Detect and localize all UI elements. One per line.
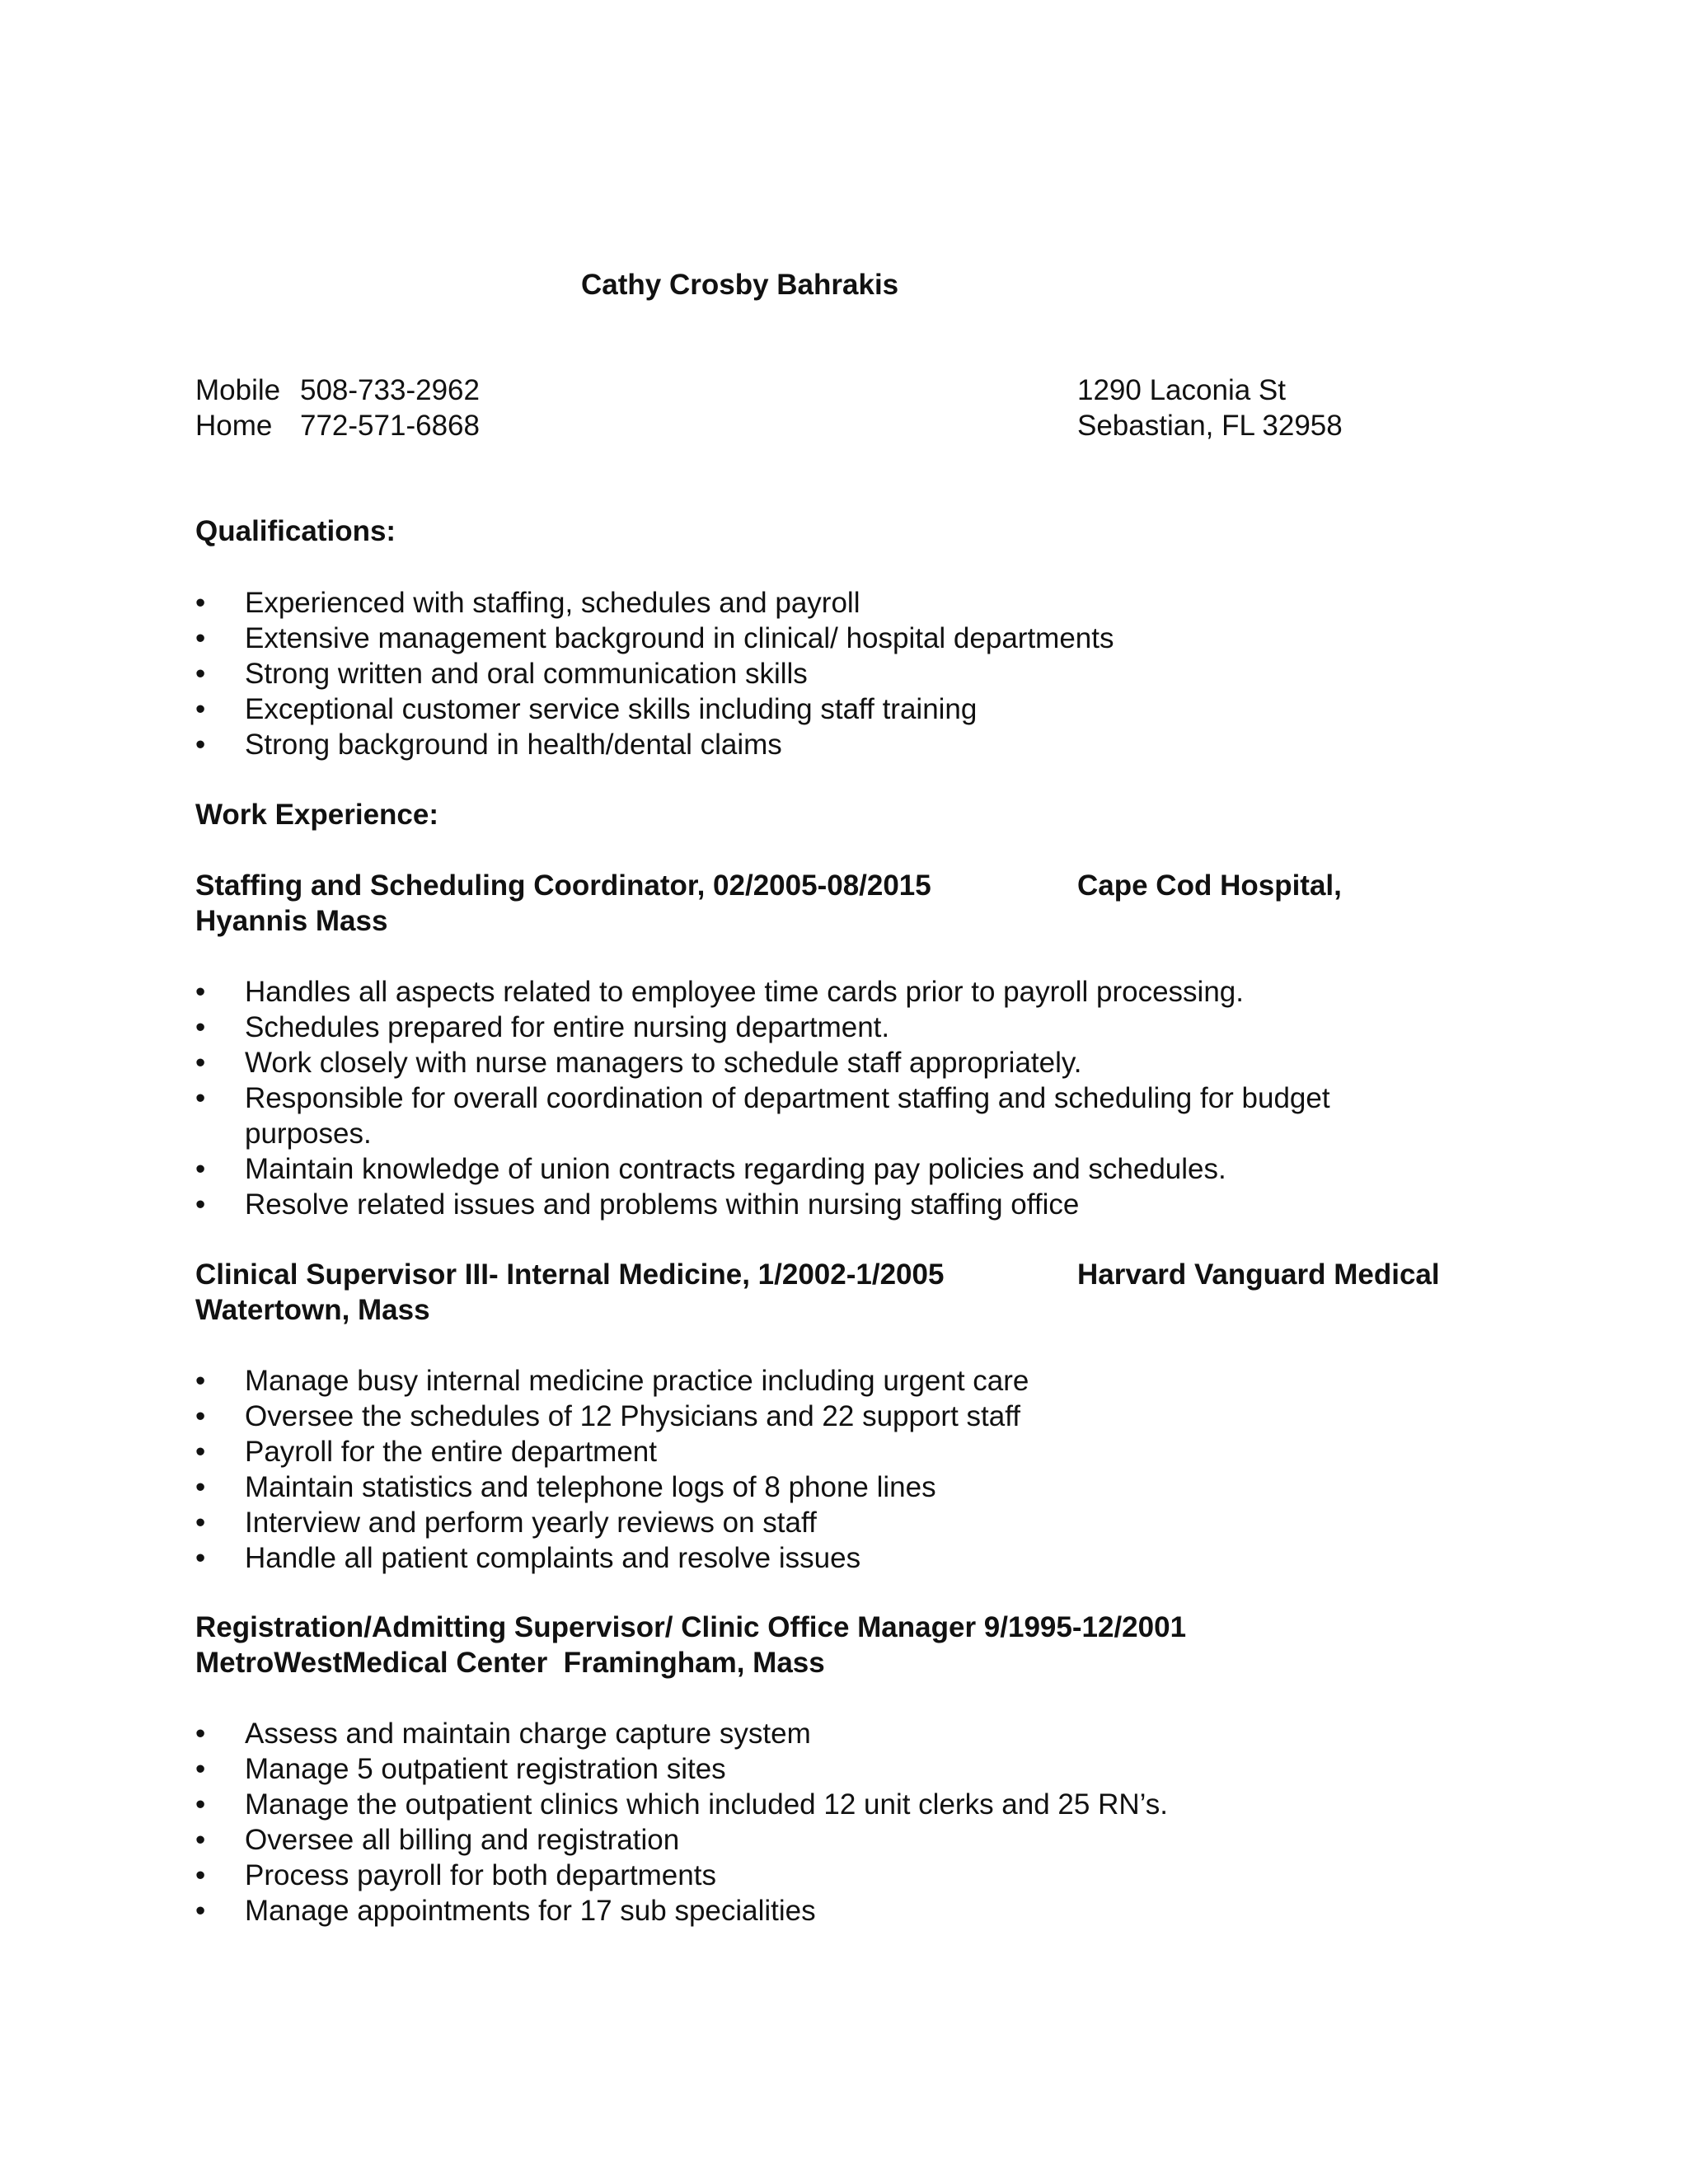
mobile-line	[195, 373, 480, 408]
job-employer: Harvard Vanguard Medical	[1077, 1258, 1440, 1291]
qualifications-heading: Qualifications:	[195, 515, 396, 547]
home-label: Home	[195, 410, 273, 442]
home-number: 772-571-6868	[300, 410, 480, 442]
bullet: •	[195, 1188, 206, 1221]
job-title: Registration/Admitting Supervisor/ Clinic Office Manager 9/1995-12/2001	[195, 1611, 1187, 1643]
bullet: •	[195, 1471, 206, 1503]
bullet: •	[195, 587, 206, 619]
job-location: Watertown, Mass	[195, 1294, 430, 1326]
bullet: •	[195, 658, 206, 690]
resume-name: Cathy Crosby Bahrakis	[581, 269, 899, 301]
bullet: •	[195, 693, 206, 725]
mobile-number: 508-733-2962	[300, 374, 480, 406]
bullet: •	[195, 1082, 206, 1114]
bullet: •	[195, 1365, 206, 1397]
bullet: •	[195, 622, 206, 654]
bullet: •	[195, 1436, 206, 1468]
bullet: •	[195, 1859, 206, 1891]
bullet: •	[195, 1788, 206, 1821]
bullet: •	[195, 1718, 206, 1750]
bullet: •	[195, 1824, 206, 1856]
job-title: Staffing and Scheduling Coordinator, 02/2005-08/2015	[195, 869, 931, 902]
home-line	[195, 408, 480, 443]
bullet: •	[195, 1011, 206, 1043]
job-employer: Cape Cod Hospital,	[1077, 869, 1342, 902]
work-experience-heading: Work Experience:	[195, 799, 439, 831]
bullet: •	[195, 729, 206, 761]
bullet: •	[195, 1542, 206, 1574]
job-title: Clinical Supervisor III- Internal Medicine, 1/2002-1/2005	[195, 1258, 945, 1291]
bullet: •	[195, 1507, 206, 1539]
bullet: •	[195, 1153, 206, 1185]
job-location: MetroWestMedical Center Framingham, Mass	[195, 1647, 825, 1679]
address-line-2: Sebastian, FL 32958	[1077, 410, 1343, 442]
mobile-label: Mobile	[195, 374, 281, 406]
bullet: •	[195, 1400, 206, 1432]
bullet: •	[195, 1047, 206, 1079]
job-location: Hyannis Mass	[195, 905, 388, 937]
bullet: •	[195, 1895, 206, 1927]
bullet: •	[195, 976, 206, 1008]
bullet: •	[195, 1753, 206, 1785]
address-line-1: 1290 Laconia St	[1077, 374, 1286, 406]
